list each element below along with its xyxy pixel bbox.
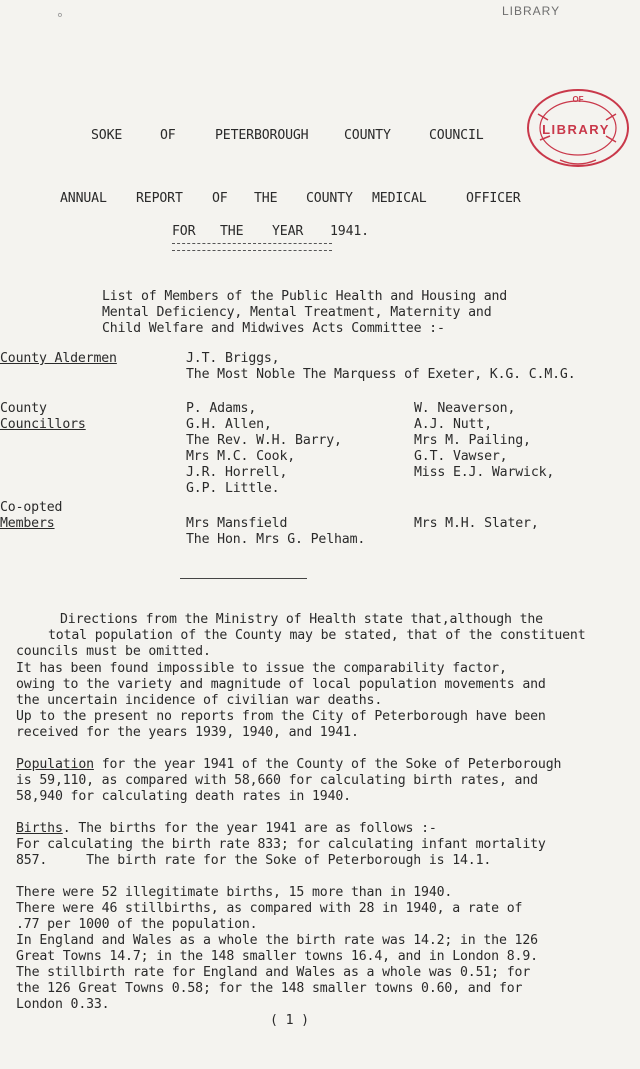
corner-mark: ∘	[56, 8, 64, 23]
header-year: YEAR	[272, 224, 304, 239]
councillor-left-2: G.H. Allen,	[186, 417, 272, 432]
header-report: REPORT	[136, 191, 183, 206]
councillor-left-6: G.P. Little.	[186, 481, 280, 496]
councillor-right-4: G.T. Vawser,	[414, 449, 508, 464]
population-line-1: for the year 1941 of the County of the Soke of Peterborough	[93, 757, 562, 772]
councillors-label-1: County	[0, 401, 47, 416]
births-line-2: For calculating the birth rate 833; for calculating infant mortality	[16, 837, 546, 852]
directions-line-1: Directions from the Ministry of Health state that,although the	[60, 612, 543, 627]
population-line-3: 58,940 for calculating death rates in 1940.	[16, 789, 351, 804]
svg-text:OF: OF	[572, 95, 584, 104]
councillor-left-1: P. Adams,	[186, 401, 257, 416]
councillor-left-4: Mrs M.C. Cook,	[186, 449, 296, 464]
directions-line-4: It has been found impossible to issue the comparability factor,	[16, 661, 507, 676]
header-peterborough: PETERBOROUGH	[215, 128, 309, 143]
coopted-right-1: Mrs M.H. Slater,	[414, 516, 539, 531]
stats-line-1: There were 52 illegitimate births, 15 more than in 1940.	[16, 885, 453, 900]
library-seal-label: LIBRARY	[542, 122, 610, 137]
councillor-right-2: A.J. Nutt,	[414, 417, 492, 432]
library-stamp-top: LIBRARY	[502, 4, 561, 18]
councillor-left-5: J.R. Horrell,	[186, 465, 288, 480]
stats-line-2: There were 46 stillbirths, as compared with 28 in 1940, a rate of	[16, 901, 523, 916]
header-annual: ANNUAL	[60, 191, 107, 206]
alderman-1: J.T. Briggs,	[186, 351, 280, 366]
stats-line-4: In England and Wales as a whole the birth rate was 14.2; in the 126	[16, 933, 538, 948]
coopted-label-1: Co-opted	[0, 500, 63, 515]
councillors-label-2: Councillors	[0, 417, 86, 432]
councillor-right-3: Mrs M. Pailing,	[414, 433, 531, 448]
directions-line-7: Up to the present no reports from the City of Peterborough have been	[16, 709, 546, 724]
births-paragraph-line-1	[16, 821, 437, 837]
councillor-left-3: The Rev. W.H. Barry,	[186, 433, 342, 448]
population-paragraph-line-1	[16, 757, 561, 773]
committee-intro-line-3: Child Welfare and Midwives Acts Committee :-	[102, 321, 445, 336]
councillor-right-1: W. Neaverson,	[414, 401, 516, 416]
header-county-2: COUNTY	[306, 191, 353, 206]
alderman-2: The Most Noble The Marquess of Exeter, K.G. C.M.G.	[186, 367, 576, 382]
directions-line-6: the uncertain incidence of civilian war deaths.	[16, 693, 383, 708]
committee-intro-line-1: List of Members of the Public Health and Housing and	[102, 289, 508, 304]
stats-line-8: London 0.33.	[16, 997, 110, 1012]
header-of: OF	[160, 128, 176, 143]
coopted-left-1: Mrs Mansfield	[186, 516, 288, 531]
coopted-label-2: Members	[0, 516, 55, 531]
header-the-2: THE	[220, 224, 244, 239]
header-of-2: OF	[212, 191, 228, 206]
header-year-value: 1941.	[330, 224, 369, 239]
births-line-1: . The births for the year 1941 are as follows :-	[62, 821, 437, 836]
header-for: FOR	[172, 224, 196, 239]
coopted-left-2: The Hon. Mrs G. Pelham.	[186, 532, 366, 547]
births-heading: Births	[16, 821, 63, 836]
section-divider	[180, 578, 307, 579]
committee-intro-line-2: Mental Deficiency, Mental Treatment, Maternity and	[102, 305, 492, 320]
header-county: COUNTY	[344, 128, 391, 143]
directions-line-8: received for the years 1939, 1940, and 1941.	[16, 725, 359, 740]
stats-line-7: the 126 Great Towns 0.58; for the 148 smaller towns 0.60, and for	[16, 981, 523, 996]
births-line-3: 857. The birth rate for the Soke of Peterborough is 14.1.	[16, 853, 492, 868]
aldermen-label: County Aldermen	[0, 351, 117, 366]
stats-line-5: Great Towns 14.7; in the 148 smaller towns 16.4, and in London 8.9.	[16, 949, 538, 964]
header-council: COUNCIL	[429, 128, 484, 143]
directions-line-2: total population of the County may be stated, that of the constituent	[48, 628, 586, 643]
stats-line-6: The stillbirth rate for England and Wales as a whole was 0.51; for	[16, 965, 531, 980]
header-double-rule	[172, 243, 332, 251]
directions-line-3: councils must be omitted.	[16, 644, 211, 659]
header-officer: OFFICER	[466, 191, 521, 206]
stats-line-3: .77 per 1000 of the population.	[16, 917, 258, 932]
directions-line-5: owing to the variety and magnitude of local population movements and	[16, 677, 546, 692]
page-number: ( 1 )	[270, 1013, 309, 1028]
councillor-right-5: Miss E.J. Warwick,	[414, 465, 555, 480]
header-the: THE	[254, 191, 278, 206]
header-soke: SOKE	[91, 128, 123, 143]
population-heading: Population	[16, 757, 94, 772]
header-medical: MEDICAL	[372, 191, 427, 206]
population-line-2: is 59,110, as compared with 58,660 for calculating birth rates, and	[16, 773, 538, 788]
